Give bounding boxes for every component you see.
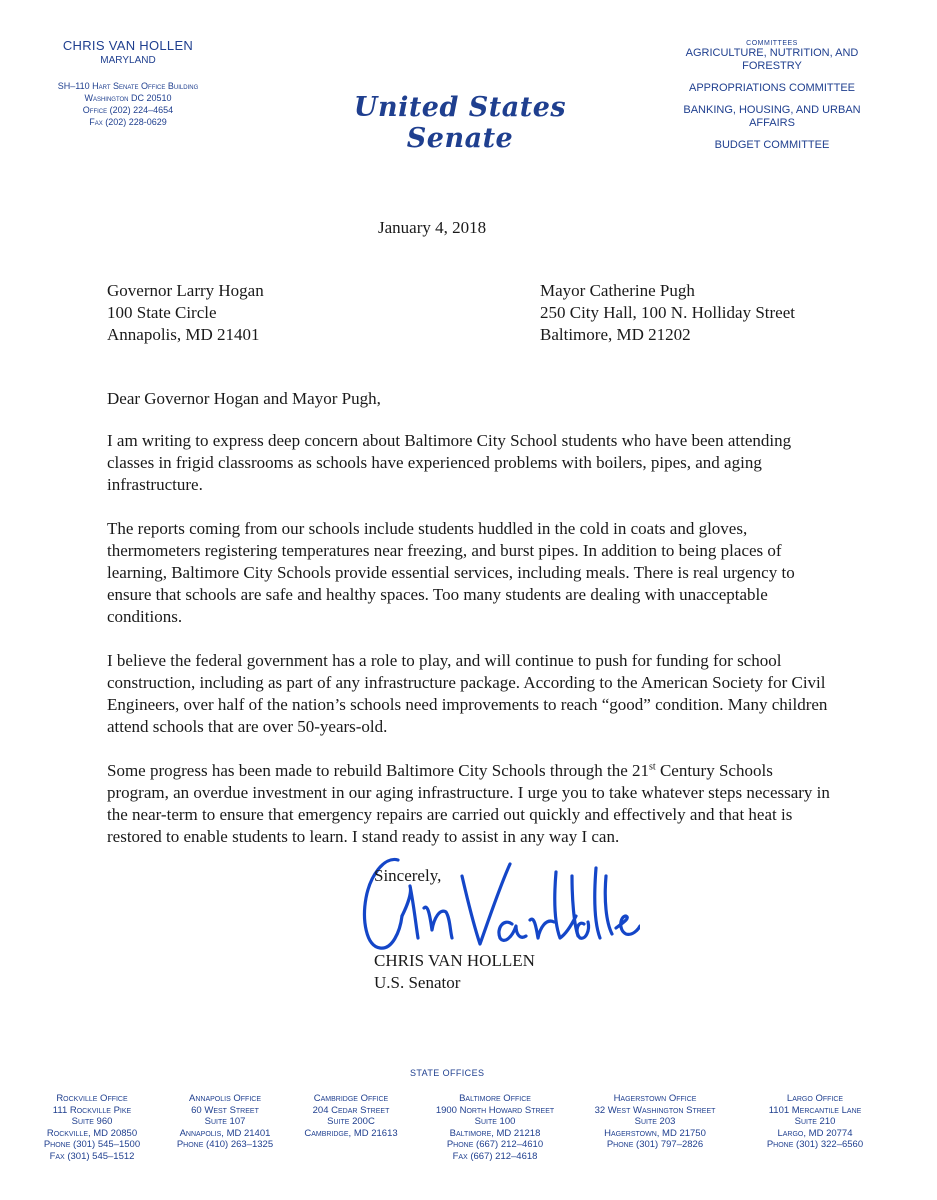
office-baltimore: [420, 1093, 570, 1162]
office-line: Hagerstown, MD 21750: [604, 1127, 706, 1139]
office-line: Suite 960: [71, 1116, 113, 1127]
office-line: Annapolis, MD 21401: [179, 1127, 271, 1139]
recipient-governor: [107, 280, 264, 346]
signer-name: CHRIS VAN HOLLEN: [374, 951, 535, 970]
office-cambridge: [276, 1093, 426, 1139]
committee-item: BUDGET COMMITTEE: [714, 139, 830, 151]
recipient-line: 100 State Circle: [107, 303, 217, 322]
sender-address-line: SH–110 Hart Senate Office Building: [57, 81, 199, 91]
closing: Sincerely,: [374, 866, 442, 885]
committee-item: AGRICULTURE, NUTRITION, AND FORESTRY: [685, 47, 859, 72]
committee-item: BANKING, HOUSING, AND URBAN AFFAIRS: [683, 104, 861, 129]
office-line: 60 West Street: [191, 1104, 259, 1116]
sender-address-line: Fax (202) 228-0629: [89, 117, 167, 127]
sender-address: [28, 80, 228, 128]
office-line: Rockville Office: [56, 1093, 128, 1104]
office-line: Cambridge, MD 21613: [304, 1127, 398, 1139]
committees-label: COMMITTEES: [746, 40, 798, 47]
office-rockville: [17, 1093, 167, 1162]
office-line: 204 Cedar Street: [312, 1104, 390, 1116]
office-line: 32 West Washington Street: [594, 1104, 716, 1116]
handwritten-signature: [340, 846, 640, 956]
office-line: Baltimore, MD 21218: [449, 1127, 541, 1139]
paragraph-text: Some progress has been made to rebuild Baltimore City Schools through the 21: [107, 761, 650, 780]
office-line: Hagerstown Office: [613, 1093, 697, 1104]
committee-item: APPROPRIATIONS COMMITTEE: [688, 82, 856, 94]
ordinal-superscript: st: [649, 761, 656, 773]
office-line: Phone (410) 263–1325: [176, 1139, 274, 1150]
office-line: Suite 107: [204, 1116, 246, 1127]
paragraph: I believe the federal government has a role to play, and will continue to push for funding for school construction, including as part of any infrastructure package. According to the American Society for Civil Engineers, over half of the nation’s schools need improvements to reach “good” condition. Many children attend schools that are over 50-years-old.: [107, 651, 828, 736]
salutation: Dear Governor Hogan and Mayor Pugh,: [107, 389, 381, 408]
sender-state: MARYLAND: [100, 55, 156, 66]
state-offices-title: STATE OFFICES: [410, 1068, 485, 1078]
office-line: Suite 210: [794, 1116, 836, 1127]
office-line: Suite 200C: [327, 1116, 375, 1127]
committees-block: [668, 40, 876, 161]
paragraph: I am writing to express deep concern about Baltimore City School students who have been attending classes in frigid classrooms as schools have experienced problems with boilers, pipes, and aging infrastructure.: [107, 431, 792, 494]
office-line: 1900 North Howard Street: [435, 1104, 555, 1116]
office-line: 1101 Mercantile Lane: [768, 1104, 862, 1116]
letterhead-title: United States Senate: [353, 92, 567, 154]
letter-date: January 4, 2018: [378, 218, 487, 237]
sender-name: CHRIS VAN HOLLEN: [62, 38, 194, 53]
office-line: Largo Office: [786, 1093, 844, 1104]
signer-title: U.S. Senator: [374, 973, 461, 992]
office-line: 111 Rockville Pike: [52, 1104, 132, 1116]
office-line: Baltimore Office: [459, 1093, 531, 1104]
recipient-line: 250 City Hall, 100 N. Holliday Street: [540, 303, 795, 322]
office-line: Cambridge Office: [313, 1093, 389, 1104]
recipient-line: Governor Larry Hogan: [107, 281, 264, 300]
office-line: Largo, MD 20774: [777, 1127, 853, 1139]
recipient-mayor: [540, 280, 795, 346]
sender-block: [28, 38, 228, 128]
office-line: Suite 100: [474, 1116, 516, 1127]
office-line: Rockville, MD 20850: [46, 1127, 138, 1139]
recipient-line: Mayor Catherine Pugh: [540, 281, 695, 300]
signer-block: [374, 950, 535, 994]
office-line: Phone (301) 322–6560: [766, 1139, 864, 1150]
office-largo: [740, 1093, 890, 1151]
paragraph-text: Century Schools program, an overdue investment in our aging infrastructure. I urge you to take whatever steps necessary in the near-term to ensure that emergency repairs are carried out quickly and effectively and that heat is restored to enable students to learn. I stand ready to assist in any way I can.: [107, 761, 830, 846]
letter-body: [107, 388, 837, 870]
paragraph: [107, 760, 837, 848]
office-line: Phone (301) 545–1500: [43, 1139, 141, 1150]
office-hagerstown: [580, 1093, 730, 1151]
paragraph: The reports coming from our schools include students huddled in the cold in coats and gloves, thermometers registering temperatures near freezing, and burst pipes. In addition to being places of learning, Baltimore City Schools provide essential services, including meals. There is real urgency to ensure that schools are safe and healthy spaces. Too many students are dealing with unacceptable conditions.: [107, 519, 795, 626]
sender-address-line: Washington DC 20510: [84, 93, 172, 103]
sender-address-line: Office (202) 224–4654: [82, 105, 174, 115]
office-line: Fax (667) 212–4618: [452, 1150, 538, 1162]
recipient-line: Baltimore, MD 21202: [540, 325, 691, 344]
office-line: Phone (301) 797–2826: [606, 1139, 704, 1150]
office-line: Fax (301) 545–1512: [49, 1150, 135, 1162]
recipient-line: Annapolis, MD 21401: [107, 325, 260, 344]
office-line: Annapolis Office: [189, 1093, 261, 1104]
office-line: Phone (667) 212–4610: [446, 1139, 544, 1150]
office-line: Suite 203: [634, 1116, 676, 1127]
